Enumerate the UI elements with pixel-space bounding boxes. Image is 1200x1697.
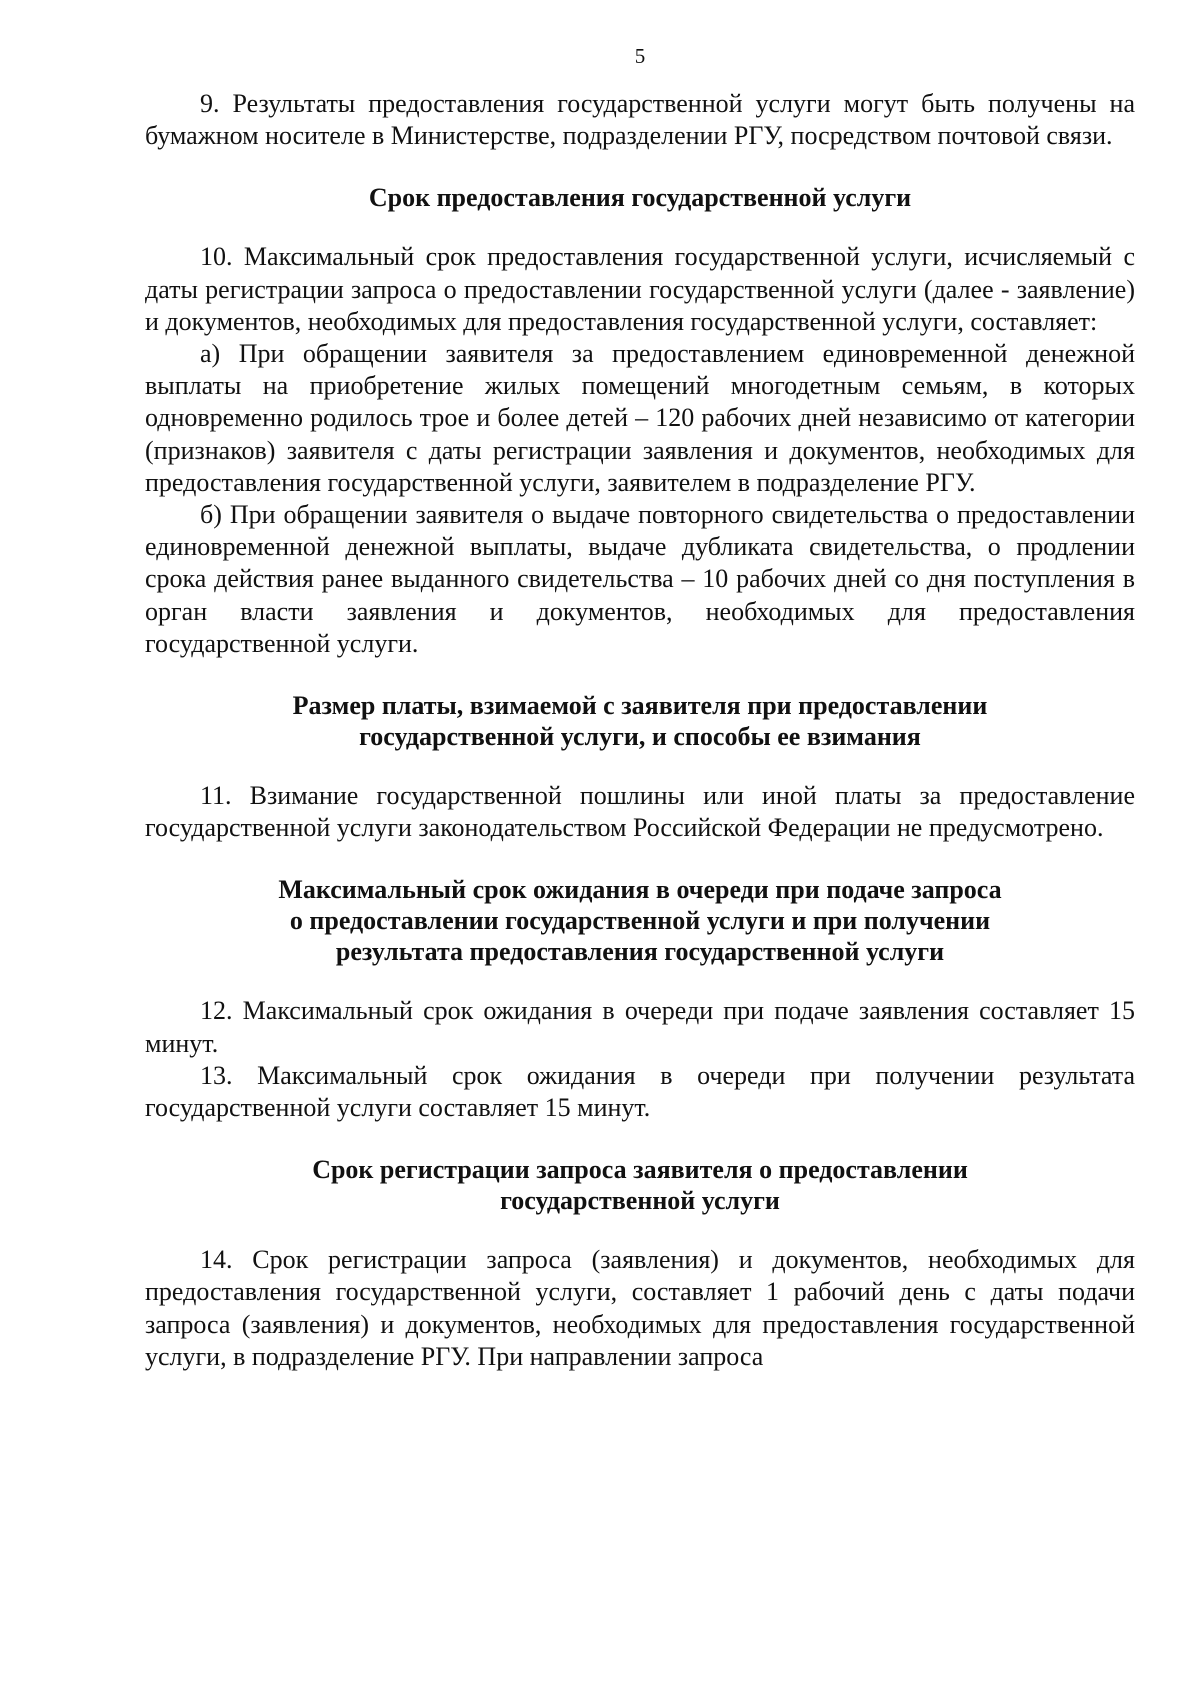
paragraph-9: 9. Результаты предоставления государственной услуги могут быть получены на бумажном носителе в Министерстве, подразделении РГУ, посредством почтовой связи. xyxy=(145,89,1135,151)
heading-line: Максимальный срок ожидания в очереди при подаче запроса xyxy=(278,875,1002,905)
paragraph-12: 12. Максимальный срок ожидания в очереди при подаче заявления составляет 15 минут. xyxy=(145,996,1135,1058)
heading-line: государственной услуги xyxy=(500,1186,780,1216)
heading-line: Срок предоставления государственной услуги xyxy=(368,183,912,213)
heading-line: Срок регистрации запроса заявителя о предоставлении xyxy=(312,1155,968,1185)
paragraph-14: 14. Срок регистрации запроса (заявления) и документов, необходимых для предоставления государственной услуги, составляет 1 рабочий день с даты подачи запроса (заявления) и документов, необходимых для предоставления государственной услуги, в подразделение РГУ. При направлении запроса xyxy=(145,1245,1135,1371)
paragraph-10: 10. Максимальный срок предоставления государственной услуги, исчисляемый с даты регистрации запроса о предоставлении государственной услуги (далее - заявление) и документов, необходимых для предоставления государственной услуги, составляет: xyxy=(145,242,1135,336)
heading-line: о предоставлении государственной услуги и при получении xyxy=(289,906,991,936)
paragraph-13: 13. Максимальный срок ожидания в очереди при получении результата государственной услуги составляет 15 минут. xyxy=(145,1060,1135,1123)
paragraph-10a: а) При обращении заявителя за предоставлением единовременной денежной выплаты на приобретение жилых помещений многодетным семьям, в которых одновременно родилось трое и более детей – 120 рабочих дней независимо от категории (признаков) заявителя с даты регистрации заявления и документов, необходимых для предоставления государственной услуги, заявителем в подразделение РГУ. xyxy=(145,339,1135,497)
heading-line: результата предоставления государственной услуги xyxy=(335,937,945,967)
heading-line: государственной услуги, и способы ее взимания xyxy=(359,722,921,752)
heading-fee xyxy=(145,690,1135,752)
heading-registration-term xyxy=(145,1154,1135,1216)
page-number: 5 xyxy=(634,44,646,68)
heading-service-term xyxy=(145,182,1135,213)
document-page xyxy=(145,44,1135,1664)
paragraph-11: 11. Взимание государственной пошлины или иной платы за предоставление государственной услуги законодательством Российской Федерации не предусмотрено. xyxy=(145,781,1135,843)
heading-line: Размер платы, взимаемой с заявителя при предоставлении xyxy=(292,691,988,721)
paragraph-10b: б) При обращении заявителя о выдаче повторного свидетельства о предоставлении единовременной денежной выплаты, выдаче дубликата свидетельства, о продлении срока действия ранее выданного свидетельства – 10 рабочих дней со дня поступления в орган власти заявления и документов, необходимых для предоставления государственной услуги. xyxy=(145,500,1135,658)
heading-queue-time xyxy=(145,874,1135,967)
